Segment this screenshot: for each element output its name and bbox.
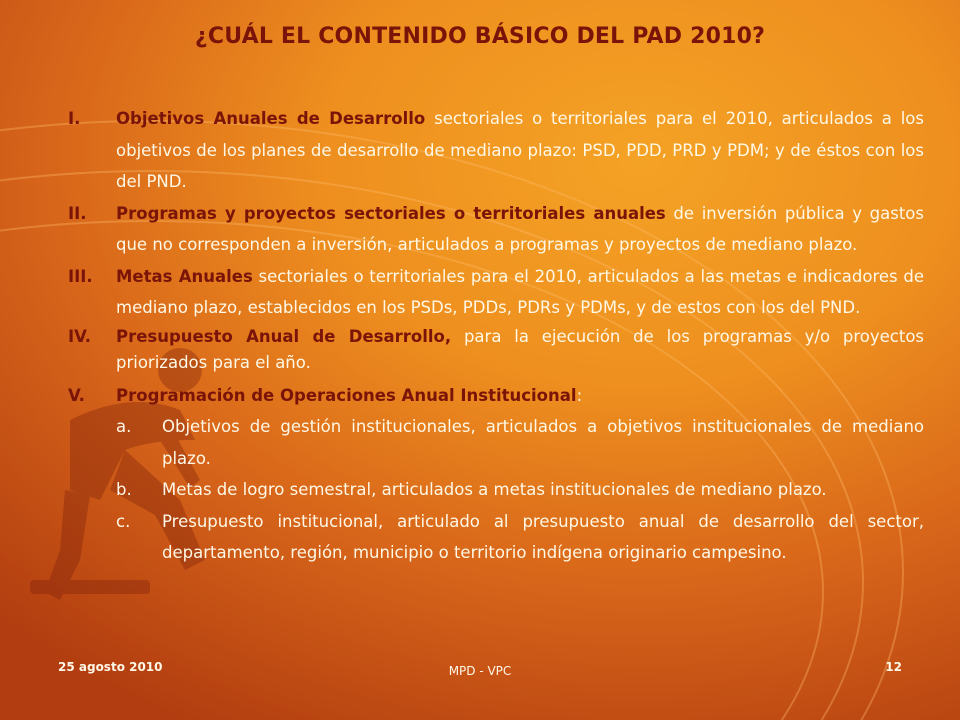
sub-item-letter: a.	[116, 417, 132, 436]
item-number: IV.	[68, 326, 92, 346]
item-text: para la ejecución de los programas y/o proyectos priorizados para el año.	[116, 326, 925, 372]
item-heading: Programación de Operaciones Anual Institucional	[116, 385, 577, 405]
slide-title: ¿CUÁL EL CONTENIDO BÁSICO DEL PAD 2010?	[194, 24, 766, 49]
content-list	[68, 103, 924, 569]
list-item	[68, 324, 924, 376]
sub-list-item	[68, 506, 924, 569]
sub-item-letter: b.	[116, 480, 132, 499]
footer-center: MPD - VPC	[448, 664, 512, 678]
footer-date: 25 agosto 2010	[58, 660, 163, 674]
sub-item-text: Presupuesto institucional, articulado al presupuesto anual de desarrollo del sector, departamento, región, municipio o territorio indígena originario campesino.	[162, 511, 924, 562]
list-item	[68, 198, 924, 261]
page-number: 12	[885, 660, 902, 674]
list-item	[68, 261, 924, 324]
item-text: :	[576, 385, 583, 405]
item-heading: Presupuesto Anual de Desarrollo,	[116, 326, 452, 346]
list-item	[68, 380, 924, 412]
sub-item-text: Metas de logro semestral, articulados a metas institucionales de mediano plazo.	[162, 480, 827, 499]
item-heading: Metas Anuales	[116, 266, 253, 286]
item-text: sectoriales o territoriales para el 2010, articulados a las metas e indicadores de mediano plazo, establecidos en los PSDs, PDDs, PDRs y PDMs, y de estos con los del PND.	[116, 266, 924, 317]
item-number: V.	[68, 385, 85, 405]
item-number: I.	[68, 109, 81, 128]
item-number: II.	[68, 203, 87, 223]
sub-item-text: Objetivos de gestión institucionales, articulados a objetivos institucionales de mediano plazo.	[162, 417, 924, 468]
item-text: de inversión pública y gastos que no corresponden a inversión, articulados a programas y proyectos de mediano plazo.	[116, 203, 924, 254]
item-number: III.	[68, 266, 93, 286]
sub-item-letter: c.	[116, 511, 131, 531]
item-heading: Objetivos Anuales de Desarrollo	[116, 109, 426, 128]
sub-list-item	[68, 474, 924, 506]
item-heading: Programas y proyectos sectoriales o territoriales anuales	[116, 203, 666, 223]
list-item	[68, 103, 924, 198]
item-text: sectoriales o territoriales para el 2010, articulados a los objetivos de los planes de desarrollo de mediano plazo: PSD, PDD, PRD y PDM; y de éstos con los del PND.	[116, 109, 925, 191]
sub-list-item	[68, 411, 924, 474]
